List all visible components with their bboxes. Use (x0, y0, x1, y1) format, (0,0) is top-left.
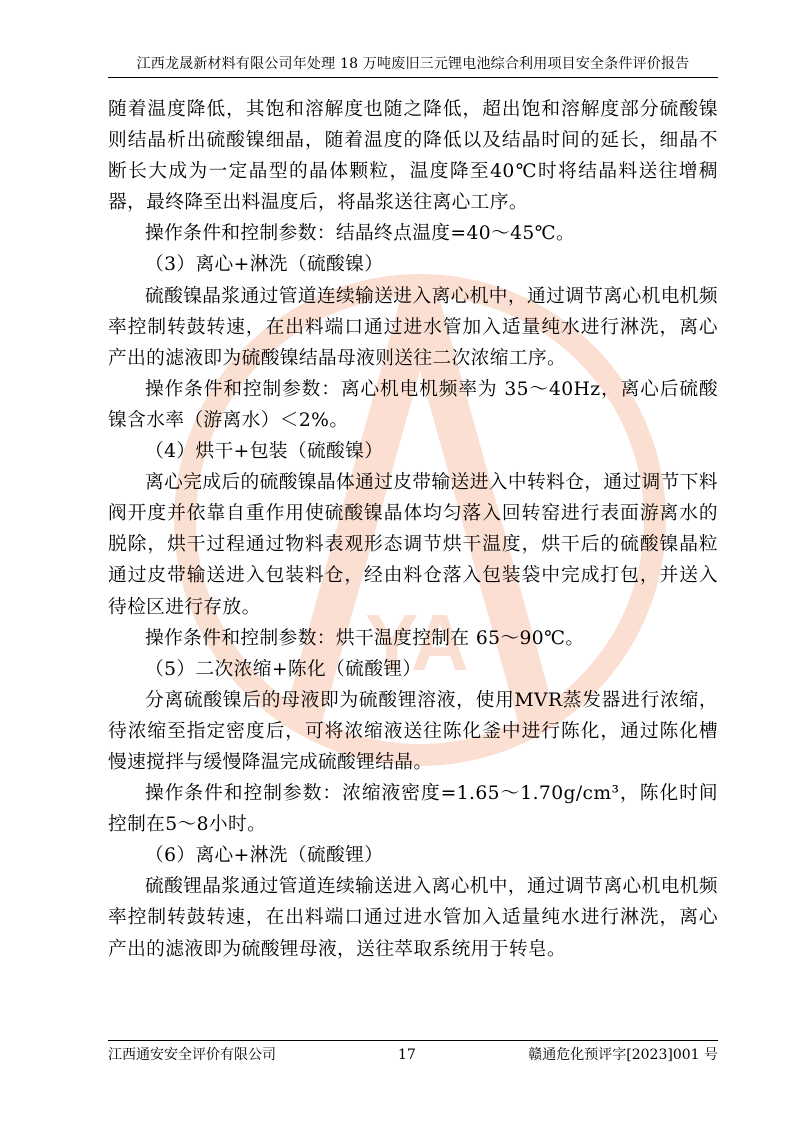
page-number: 17 (398, 1047, 416, 1063)
paragraph: 随着温度降低，其饱和溶解度也随之降低，超出饱和溶解度部分硫酸镍则结晶析出硫酸镍细晶，随着温度的降低以及结晶时间的延长，细晶不断长大成为一定晶型的晶体颗粒，温度降至40℃时将结晶料送往增稠器，最终降至出料温度后，将晶浆送往离心工序。 (108, 99, 718, 214)
paragraph: 操作条件和控制参数：离心机电机频率为 35～40Hz，离心后硫酸镍含水率（游离水）＜2%。 (108, 378, 718, 431)
page-header: 江西龙晟新材料有限公司年处理 18 万吨废旧三元锂电池综合利用项目安全条件评价报告 (136, 56, 690, 72)
footer-company: 江西通安安全评价有限公司 (108, 1047, 276, 1063)
footer-divider (108, 1040, 718, 1041)
footer-doc-number: 赣通危化预评字[2023]001 号 (528, 1047, 718, 1063)
header-divider (108, 77, 718, 78)
paragraph: 硫酸锂晶浆通过管道连续输送进入离心机中，通过调节离心机电机频率控制转鼓转速，在出料端口通过进水管加入适量纯水进行淋洗，离心产出的滤液即为硫酸锂母液，送往萃取系统用于转皂。 (108, 876, 718, 960)
paragraph: 分离硫酸镍后的母液即为硫酸锂溶液，使用MVR蒸发器进行浓缩，待浓缩至指定密度后，可将浓缩液送往陈化釜中进行陈化，通过陈化槽慢速搅拌与缓慢降温完成硫酸锂结晶。 (108, 689, 718, 773)
section-heading: （6）离心+淋洗（硫酸锂） (145, 845, 384, 867)
paragraph: 离心完成后的硫酸镍晶体通过皮带输送进入中转料仓，通过调节下料阀开度并依靠自重作用使硫酸镍晶体均匀落入回转窑进行表面游离水的脱除，烘干过程通过物料表观形态调节烘干温度，烘干后的硫酸镍晶粒通过皮带输送进入包装料仓，经由料仓落入包装袋中完成打包，并送入待检区进行存放。 (108, 472, 718, 618)
paragraph: 操作条件和控制参数：结晶终点温度=40～45℃。 (145, 223, 576, 245)
section-heading: （3）离心+淋洗（硫酸镍） (145, 254, 384, 276)
paragraph: 操作条件和控制参数：浓缩液密度=1.65～1.70g/cm³，陈化时间控制在5～8小时。 (108, 783, 718, 836)
section-heading: （4）烘干+包装（硫酸镍） (145, 441, 384, 463)
paragraph: 硫酸镍晶浆通过管道连续输送进入离心机中，通过调节离心机电机频率控制转鼓转速，在出料端口通过进水管加入适量纯水进行淋洗，离心产出的滤液即为硫酸镍结晶母液则送往二次浓缩工序。 (108, 285, 718, 369)
watermark-stamp: YA (365, 598, 469, 687)
body-text (108, 94, 718, 965)
paragraph: 操作条件和控制参数：烘干温度控制在 65～90℃。 (145, 627, 585, 649)
section-heading: （5）二次浓缩+陈化（硫酸锂） (145, 658, 422, 680)
